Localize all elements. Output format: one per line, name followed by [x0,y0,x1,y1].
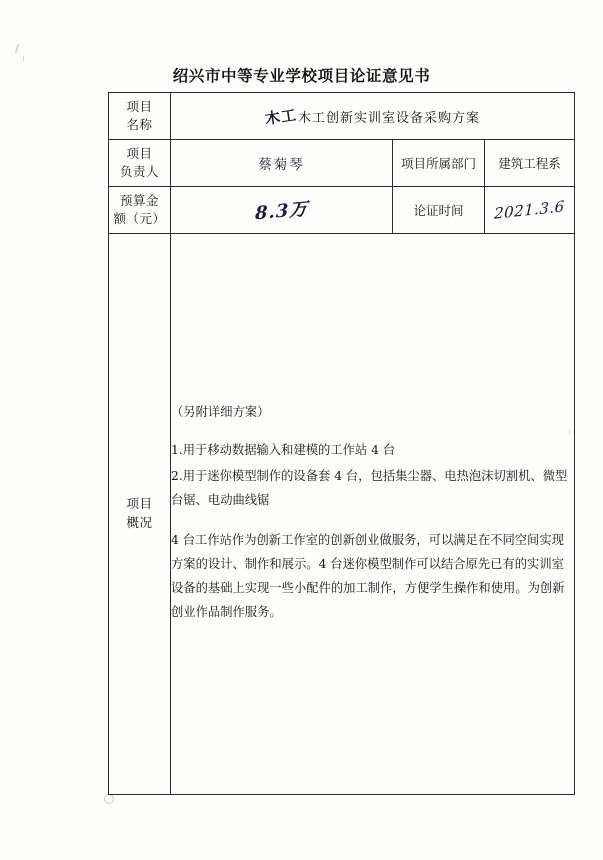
budget-amount-handwriting: 8.3万 [254,198,309,225]
budget-label: 预算金 额（元） [109,187,171,234]
scan-speck-icon [23,56,24,61]
budget-value [171,187,393,234]
spacer [171,515,574,529]
overview-content [171,234,575,795]
department-label: 项目所属部门 [393,140,485,187]
department-value: 建筑工程系 [485,140,575,187]
overview-paragraph: 4 台工作站作为创新工作室的创新创业做服务，可以满足在不同空间实现方案的设计、制作和展示。4 台迷你模型制作可以结合原先已有的实训室设备的基础上实现一些小配件的加工制作，方便学生操作和使用。为创新创业作品制作服务。 [171,533,565,619]
project-name-label: 项目 名称 [109,93,171,140]
project-name-text: 木工创新实训室设备采购方案 [298,110,481,126]
project-review-form [108,92,575,795]
table-row [109,140,575,187]
project-name-handmark: 木工 [263,105,299,128]
project-name-value [171,93,575,140]
scan-ring-icon [104,794,114,804]
overview-item: 1.用于移动数据输入和建模的工作站 4 台 [171,443,396,458]
table-row [109,187,575,234]
review-date-handwriting: 2021.3.6 [493,197,566,223]
overview-item: 2.用于迷你模型制作的设备套 4 台，包括集尘器、电热泡沫切割机、微型台锯、电动曲线锯 [171,469,568,508]
overview-note: （另附详细方案） [171,405,270,420]
overview-label: 项目 概况 [109,234,171,795]
page-title: 绍兴市中等专业学校项目论证意见书 [172,66,431,85]
scan-speck-icon [15,44,20,53]
project-leader-value: 蔡菊琴 [171,140,393,187]
project-leader-label: 项目 负责人 [109,140,171,187]
table-row [109,93,575,140]
review-date-label: 论证时间 [393,187,485,234]
review-date-value [485,187,575,234]
table-row [109,234,575,795]
